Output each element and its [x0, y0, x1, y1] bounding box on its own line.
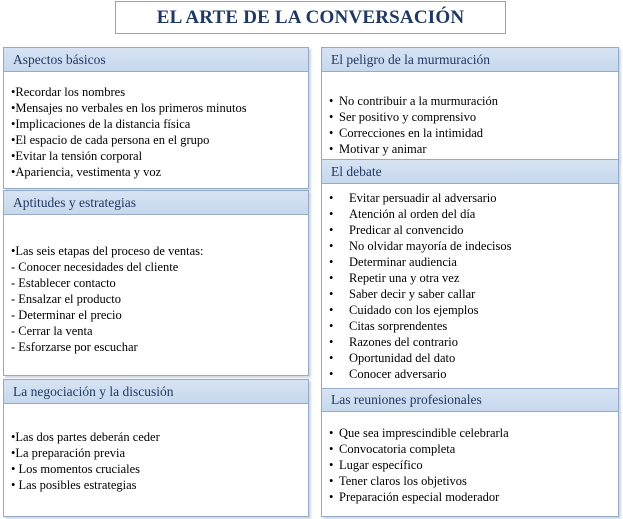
list-item: • Preparación especial moderador: [329, 490, 500, 504]
panel-negociacion-discusion: [3, 379, 309, 517]
list-item: •Evitar la tensión corporal: [11, 149, 143, 163]
bullet-icon: •: [329, 490, 334, 504]
panel-debate-reuniones: [321, 159, 619, 517]
heading-reuniones-profesionales: Las reuniones profesionales: [322, 388, 618, 412]
bullet-icon: •: [329, 335, 334, 349]
list-item: • Convocatoria completa: [329, 442, 456, 456]
list-item: •Implicaciones de la distancia física: [11, 117, 191, 131]
list-item: • Razones del contrario: [329, 335, 458, 349]
list-item: • Cuidado con los ejemplos: [329, 303, 479, 317]
panel-aspectos-basicos: [3, 47, 309, 189]
bullet-icon: •: [329, 367, 334, 381]
bullet-icon: •: [329, 94, 334, 108]
list-reuniones-profesionales: [329, 425, 509, 505]
bullet-icon: •: [329, 351, 334, 365]
bullet-icon: •: [329, 458, 334, 472]
bullet-icon: •: [329, 239, 334, 253]
bullet-icon: •: [329, 442, 334, 456]
list-aptitudes-estrategias: [11, 243, 204, 355]
page-title: EL ARTE DE LA CONVERSACIÓN: [115, 1, 506, 34]
list-item: •Recordar los nombres: [11, 85, 126, 99]
list-negociacion-discusion: [11, 429, 160, 493]
heading-aspectos-basicos: Aspectos básicos: [4, 48, 308, 72]
list-item: - Ensalzar el producto: [11, 292, 122, 306]
list-item: - Conocer necesidades del cliente: [11, 260, 179, 274]
list-debate: [329, 190, 511, 382]
list-murmuracion: [329, 93, 498, 157]
list-item: • Correcciones en la intimidad: [329, 126, 484, 140]
bullet-icon: •: [329, 110, 334, 124]
list-item: •Las dos partes deberán ceder: [11, 430, 160, 444]
heading-murmuracion: El peligro de la murmuración: [322, 48, 618, 72]
list-aspectos-basicos: [11, 84, 247, 180]
list-item: • Saber decir y saber callar: [329, 287, 476, 301]
list-item: • Citas sorprendentes: [329, 319, 448, 333]
list-item: - Esforzarse por escuchar: [11, 340, 138, 354]
list-item: • Repetir una y otra vez: [329, 271, 460, 285]
list-item: • Que sea imprescindible celebrarla: [329, 426, 509, 440]
list-item: • Conocer adversario: [329, 367, 447, 381]
list-item: •Mensajes no verbales en los primeros minutos: [11, 101, 247, 115]
bullet-icon: •: [329, 142, 334, 156]
panel-murmuracion: [321, 47, 619, 160]
list-item: • Ser positivo y comprensivo: [329, 110, 477, 124]
heading-debate: El debate: [322, 160, 618, 184]
list-item: • Predicar al convencido: [329, 223, 464, 237]
bullet-icon: •: [329, 191, 334, 205]
list-item: • Las posibles estrategias: [11, 478, 137, 492]
list-item: • Evitar persuadir al adversario: [329, 191, 497, 205]
bullet-icon: •: [329, 319, 334, 333]
list-item: • Determinar audiencia: [329, 255, 457, 269]
list-item: • No olvidar mayoría de indecisos: [329, 239, 512, 253]
list-item: •Apariencia, vestimenta y voz: [11, 165, 162, 179]
list-item: • Motivar y animar: [329, 142, 427, 156]
list-item: • Atención al orden del día: [329, 207, 476, 221]
bullet-icon: •: [329, 223, 334, 237]
list-item: • Tener claros los objetivos: [329, 474, 467, 488]
panel-aptitudes-estrategias: [3, 190, 309, 376]
heading-aptitudes-estrategias: Aptitudes y estrategias: [4, 191, 308, 215]
list-item: •Las seis etapas del proceso de ventas:: [11, 244, 204, 258]
list-item: • Los momentos cruciales: [11, 462, 140, 476]
list-item: • Lugar específico: [329, 458, 423, 472]
list-item: - Determinar el precio: [11, 308, 122, 322]
bullet-icon: •: [329, 287, 334, 301]
list-item: •La preparación previa: [11, 446, 126, 460]
bullet-icon: •: [329, 474, 334, 488]
bullet-icon: •: [329, 255, 334, 269]
list-item: - Cerrar la venta: [11, 324, 93, 338]
list-item: • No contribuir a la murmuración: [329, 94, 498, 108]
bullet-icon: •: [329, 207, 334, 221]
list-item: • Oportunidad del dato: [329, 351, 456, 365]
bullet-icon: •: [329, 271, 334, 285]
list-item: - Establecer contacto: [11, 276, 116, 290]
bullet-icon: •: [329, 126, 334, 140]
bullet-icon: •: [329, 303, 334, 317]
list-item: •El espacio de cada persona en el grupo: [11, 133, 210, 147]
bullet-icon: •: [329, 426, 334, 440]
heading-negociacion-discusion: La negociación y la discusión: [4, 380, 308, 404]
